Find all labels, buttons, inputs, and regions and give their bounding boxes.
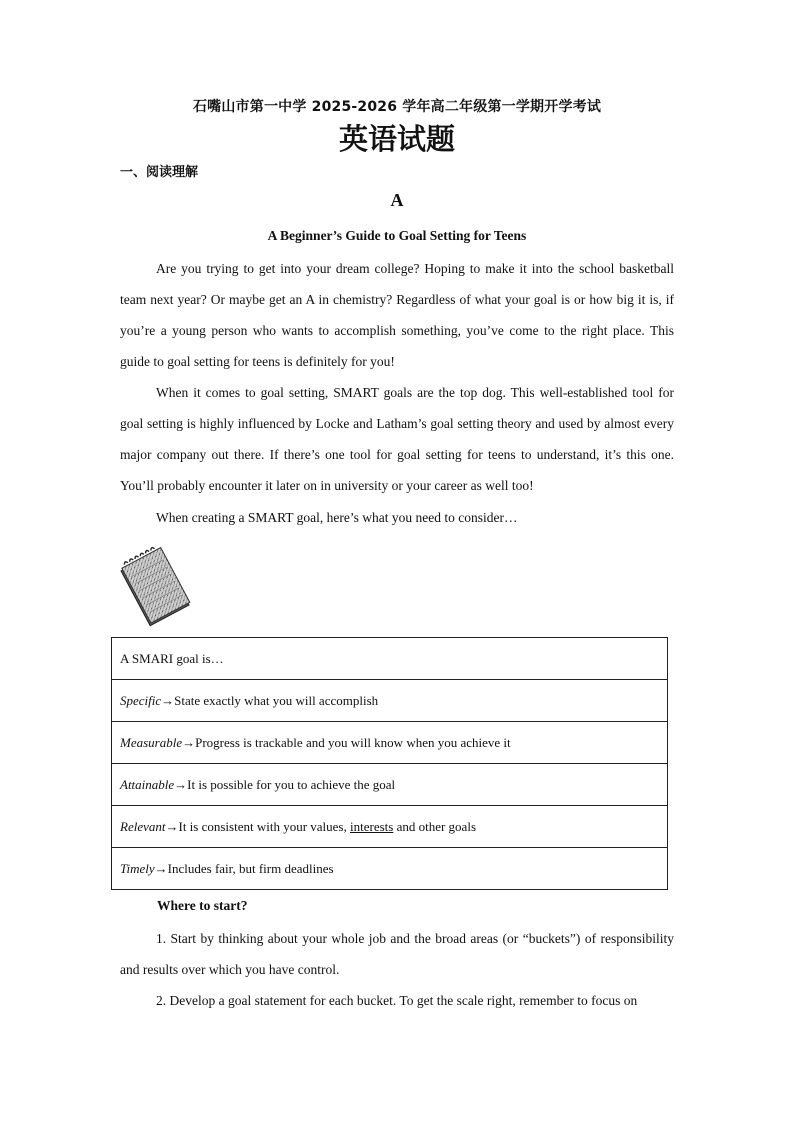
step-2: 2. Develop a goal statement for each bucket. To get the scale right, remember to focus on	[156, 993, 638, 1008]
smart-definition: It is possible for you to achieve the goal	[187, 776, 396, 792]
table-header-cell: A SMARI goal is…	[112, 638, 668, 680]
spiral-notepad-icon	[115, 543, 195, 628]
passage-paragraph-2: When it comes to goal setting, SMART goals are the top dog. This well-established tool for goal setting is highly influenced by Locke and Latham’s goal setting theory and used by almost every major company out there. If there’s one tool for goal setting for teens to understand, it’s this one. You’ll probably encounter it later on in university or your career as well too!	[120, 385, 674, 493]
subject-title: 英语试题	[338, 122, 455, 156]
smart-term: Specific	[120, 692, 162, 708]
arrow-icon: →	[161, 692, 175, 708]
passage-letter: A	[390, 190, 404, 210]
arrow-icon: →	[174, 776, 188, 792]
table-row	[112, 638, 668, 680]
arrow-icon: →	[182, 734, 196, 750]
school-exam-title: 石嘴山市第一中学 2025-2026 学年高二年级第一学期开学考试	[192, 99, 602, 115]
smart-goal-table	[111, 637, 668, 890]
smart-definition: Includes fair, but firm deadlines	[167, 860, 334, 876]
table-row	[112, 848, 668, 890]
smart-definition: It is consistent with your values,	[178, 818, 350, 834]
passage-paragraph-3: When creating a SMART goal, here’s what you need to consider…	[156, 510, 518, 525]
smart-term: Timely	[120, 860, 155, 876]
arrow-icon: →	[154, 860, 168, 876]
smart-definition: State exactly what you will accomplish	[174, 692, 379, 708]
smart-definition: Progress is trackable and you will know when you achieve it	[195, 734, 511, 750]
table-row	[112, 680, 668, 722]
step-1: 1. Start by thinking about your whole job and the broad areas (or “buckets”) of responsibility and results over which you have control.	[120, 931, 674, 977]
arrow-icon: →	[165, 818, 179, 834]
passage-paragraph-1: Are you trying to get into your dream college? Hoping to make it into the school basketball team next year? Or maybe get an A in chemistry? Regardless of what your goal is or how big it is, if you’re a young person who wants to accomplish something, you’ve come to the right place. This guide to goal setting for teens is definitely for you!	[120, 261, 674, 369]
smart-term: Measurable	[120, 734, 183, 750]
table-row	[112, 806, 668, 848]
section-heading: 一、阅读理解	[120, 165, 199, 180]
underlined-word: interests	[350, 818, 394, 834]
smart-term: Attainable	[120, 776, 175, 792]
passage-title: A Beginner’s Guide to Goal Setting for Teens	[267, 228, 527, 243]
smart-definition-tail: and other goals	[393, 818, 476, 834]
table-row	[112, 722, 668, 764]
where-to-start-heading: Where to start?	[157, 898, 248, 913]
table-row	[112, 764, 668, 806]
smart-term: Relevant	[120, 818, 166, 834]
